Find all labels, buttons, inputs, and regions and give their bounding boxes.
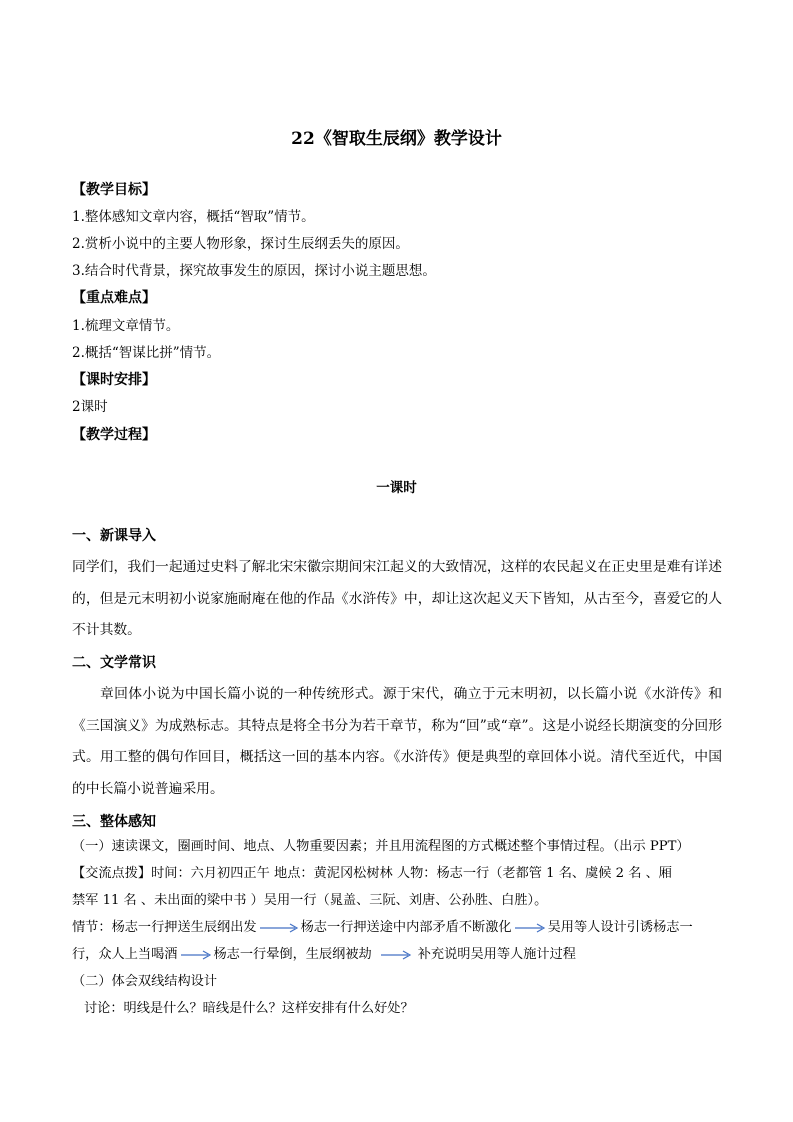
process-heading: 【教学过程】 xyxy=(72,427,156,443)
section2-heading: 二、文学常识 xyxy=(72,655,156,671)
section2-text: 章回体小说为中国长篇小说的一种传统形式。源于宋代，确立于元末明初，以长篇小说《水浒传》和《三国演义》为成熟标志。其特点是将全书分为若干章节，称为“回”或“章”。这是小说经长期演变的分回形式。用工整的偶句作回目，概括这一回的基本内容。《水浒传》便是典型的章回体小说。清代至近代，中国的中长篇小说普遍采用。 xyxy=(72,686,722,797)
goal-item-2: 2.赏析小说中的主要人物形象，探讨生辰纲丢失的原因。 xyxy=(72,236,409,252)
exchange-line-1: 【交流点拨】时间：六月初四正午 地点：黄泥冈松树林 人物：杨志一行（老都管 1 名、虞候 2 名 、厢 xyxy=(72,866,672,881)
goal-item-3: 3.结合时代背景，探究故事发生的原因，探讨小说主题思想。 xyxy=(72,263,436,279)
document-title: 22《智取生辰纲》教学设计 xyxy=(291,129,502,149)
plot-flow-line-2 xyxy=(72,946,576,964)
flow-arrow-icon xyxy=(180,949,212,961)
plot-step-4: 杨志一行晕倒，生辰纲被劫 xyxy=(213,947,372,962)
flow-arrow-icon xyxy=(380,949,412,961)
section3-step1: （一）速读课文，圈画时间、地点、人物重要因素；并且用流程图的方式概述整个事情过程。（出示 PPT） xyxy=(72,839,690,854)
exchange-line-2: 禁军 11 名 、未出面的梁中书 ）吴用一行（晁盖、三阮、刘唐、公孙胜、白胜）。 xyxy=(72,893,548,908)
plot-step-1: 杨志一行押送生辰纲出发 xyxy=(111,920,257,935)
schedule-heading: 【课时安排】 xyxy=(72,372,156,388)
goal-item-1: 1.整体感知文章内容，概括“智取”情节。 xyxy=(72,209,315,225)
section3-heading: 三、整体感知 xyxy=(72,814,156,830)
section3-step2: （二）体会双线结构设计 xyxy=(72,974,218,989)
section1-text: 同学们，我们一起通过史料了解北宋宋徽宗期间宋江起义的大致情况，这样的农民起义在正史里是难有详述的，但是元末明初小说家施耐庵在他的作品《水浒传》中，却让这次起义天下皆知，从古至今，喜爱它的人不计其数。 xyxy=(72,559,722,638)
plot-flow-line-1 xyxy=(72,919,693,937)
goals-heading: 【教学目标】 xyxy=(72,182,156,198)
keypoint-item-2: 2.概括“智谋比拼”情节。 xyxy=(72,345,221,361)
plot-step-5: 补充说明吴用等人施计过程 xyxy=(417,947,576,962)
schedule-value: 2课时 xyxy=(72,399,108,415)
keypoint-item-1: 1.梳理文章情节。 xyxy=(72,318,180,334)
flow-arrow-icon xyxy=(514,922,546,934)
lesson-title: 一课时 xyxy=(376,480,417,496)
plot-step-3: 吴用等人设计引诱杨志一 xyxy=(547,920,693,935)
flow-arrow-icon xyxy=(259,922,299,934)
plot-step-3-cont: 行，众人上当喝酒 xyxy=(72,947,178,962)
plot-label: 情节： xyxy=(72,920,112,935)
discussion-question: 讨论：明线是什么？暗线是什么？这样安排有什么好处？ xyxy=(84,1001,414,1016)
plot-step-2: 杨志一行押送途中内部矛盾不断激化 xyxy=(300,920,512,935)
section1-heading: 一、新课导入 xyxy=(72,528,156,544)
keypoints-heading: 【重点难点】 xyxy=(72,290,156,306)
